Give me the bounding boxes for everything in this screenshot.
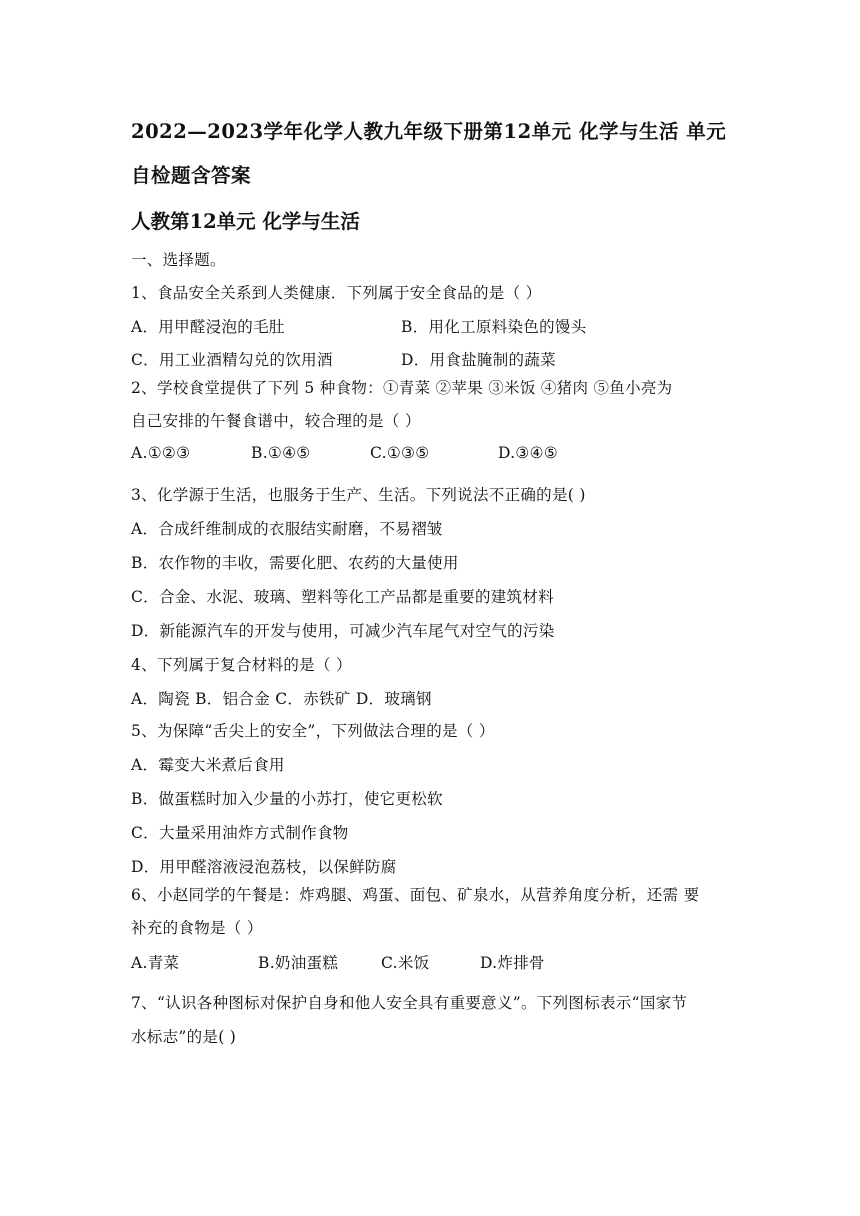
question-1-option-d: D．用食盐腌制的蔬菜 <box>401 351 556 369</box>
question-3-option-d: D．新能源汽车的开发与使用，可减少汽车尾气对空气的污染 <box>131 622 555 640</box>
question-4-stem: 4、下列属于复合材料的是（ ） <box>131 656 352 674</box>
question-5-option-b: B．做蛋糕时加入少量的小苏打，使它更松软 <box>131 790 443 808</box>
unit-subtitle: 人教第12单元 化学与生活 <box>131 210 360 233</box>
question-6-option-b: B.奶油蛋糕 <box>258 954 339 972</box>
question-6-stem-line-1: 6、小赵同学的午餐是：炸鸡腿、鸡蛋、面包、矿泉水，从营养角度分析，还需 要 <box>131 886 700 904</box>
question-2-option-a: A.①②③ <box>131 444 191 462</box>
question-1-stem: 1、食品安全关系到人类健康．下列属于安全食品的是（ ） <box>131 284 542 302</box>
question-6-stem-line-2: 补充的食物是（ ） <box>131 919 263 937</box>
section-heading: 一、选择题。 <box>131 251 226 269</box>
document-title-line-1: 2022—2023学年化学人教九年级下册第12单元 化学与生活 单元 <box>131 120 727 143</box>
question-3-option-a: A．合成纤维制成的衣服结实耐磨，不易褶皱 <box>131 520 443 538</box>
question-7-stem-line-2: 水标志”的是( ) <box>131 1028 237 1046</box>
document-title-line-2: 自检题含答案 <box>131 164 252 187</box>
question-2-stem-line-2: 自己安排的午餐食谱中，较合理的是（ ） <box>131 412 421 430</box>
question-3-option-c: C．合金、水泥、玻璃、塑料等化工产品都是重要的建筑材料 <box>131 588 554 606</box>
question-1-option-a: A．用甲醛浸泡的毛肚 <box>131 318 285 336</box>
question-3-option-b: B．农作物的丰收，需要化肥、农药的大量使用 <box>131 554 459 572</box>
question-1-option-c: C．用工业酒精勾兑的饮用酒 <box>131 351 333 369</box>
question-5-option-c: C．大量采用油炸方式制作食物 <box>131 824 349 842</box>
question-5-stem: 5、为保障“舌尖上的安全”，下列做法合理的是（ ） <box>131 722 495 740</box>
question-7-stem-line-1: 7、“认识各种图标对保护自身和他人安全具有重要意义”。下列图标表示“国家节 <box>131 994 688 1012</box>
question-5-option-a: A．霉变大米煮后食用 <box>131 756 285 774</box>
question-2-stem-line-1: 2、学校食堂提供了下列 5 种食物：①青菜 ②苹果 ③米饭 ④猪肉 ⑤鱼小亮为 <box>131 379 673 397</box>
question-6-option-a: A.青菜 <box>131 954 180 972</box>
question-2-option-b: B.①④⑤ <box>251 444 311 462</box>
question-6-option-c: C.米饭 <box>381 954 430 972</box>
question-3-stem: 3、化学源于生活，也服务于生产、生活。下列说法不正确的是( ) <box>131 486 586 504</box>
question-1-option-b: B．用化工原料染色的馒头 <box>401 318 587 336</box>
question-2-option-c: C.①③⑤ <box>370 444 430 462</box>
question-2-option-d: D.③④⑤ <box>498 444 558 462</box>
question-4-options: A．陶瓷 B．铝合金 C．赤铁矿 D．玻璃钢 <box>131 690 432 708</box>
question-6-option-d: D.炸排骨 <box>480 954 545 972</box>
question-5-option-d: D．用甲醛溶液浸泡荔枝，以保鲜防腐 <box>131 858 397 876</box>
